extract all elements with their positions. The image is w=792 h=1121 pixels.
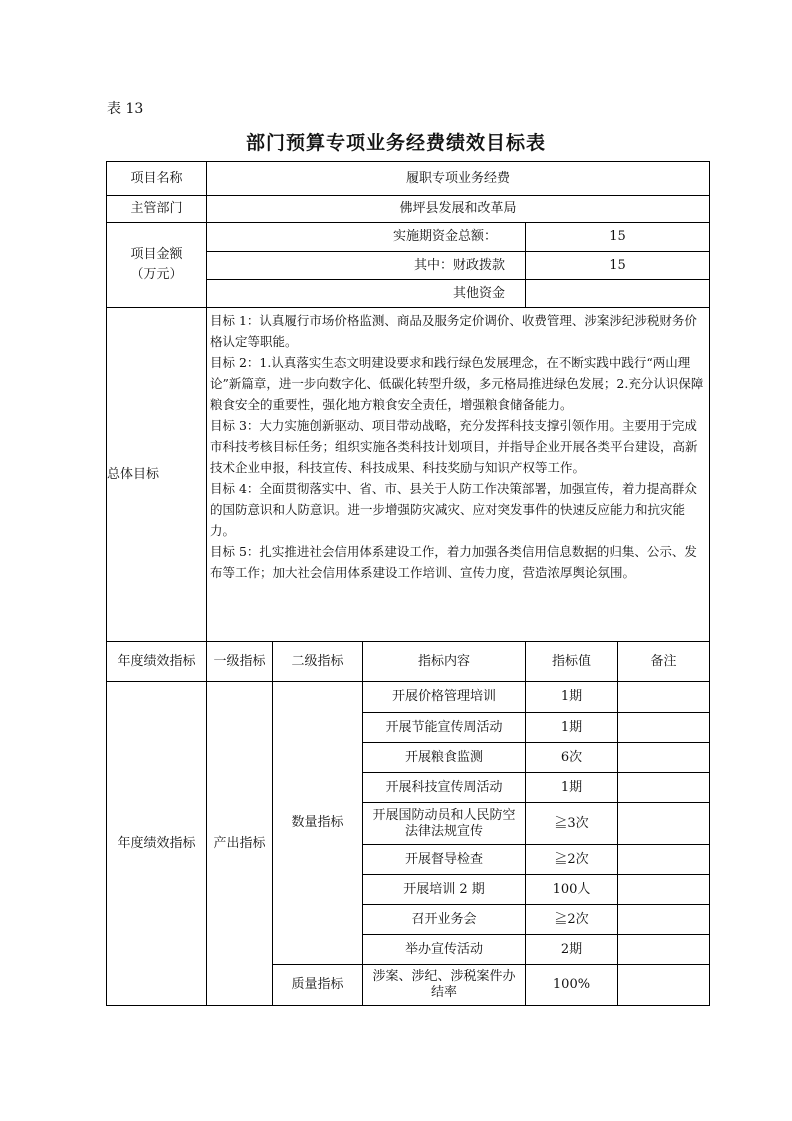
level1-output: 产出指标 [207, 682, 273, 1006]
header-annual-indicators: 年度绩效指标 [107, 642, 207, 682]
department-value: 佛坪县发展和改革局 [207, 196, 710, 223]
indicator-content: 开展督导检查 [363, 845, 526, 875]
overall-goals-label: 总体目标 [107, 308, 207, 642]
goal-item: 目标 4：全面贯彻落实中、省、市、县关于人防工作决策部署，加强宣传，着力提高群众的国防意识和人防意识。进一步增强防灾减灾、应对突发事件的快速反应能力和抗灾能力。 [210, 481, 697, 538]
performance-goal-table [106, 161, 710, 1006]
annual-indicators-label: 年度绩效指标 [107, 682, 207, 1006]
funds-label [107, 223, 207, 308]
indicator-value: 6次 [526, 743, 618, 773]
table-number-label: 表 13 [107, 101, 144, 117]
funds-other-label: 其他资金 [207, 280, 526, 308]
indicator-header-row [107, 642, 710, 682]
indicator-value: 2期 [526, 935, 618, 965]
indicator-note [618, 965, 710, 1006]
funds-total-value: 15 [526, 223, 710, 252]
indicator-note [618, 773, 710, 803]
funds-total-label: 实施期资金总额： [207, 223, 526, 252]
goal-item: 目标 5：扎实推进社会信用体系建设工作，着力加强各类信用信息数据的归集、公示、发布等工作；加大社会信用体系建设工作培训、宣传力度，营造浓厚舆论氛围。 [210, 544, 697, 580]
indicator-note [618, 682, 710, 713]
header-value: 指标值 [526, 642, 618, 682]
indicator-note [618, 713, 710, 743]
indicator-note [618, 905, 710, 935]
indicator-content: 开展节能宣传周活动 [363, 713, 526, 743]
indicator-content: 召开业务会 [363, 905, 526, 935]
indicator-value: 1期 [526, 773, 618, 803]
project-name-row [107, 162, 710, 196]
funds-fiscal-value: 15 [526, 252, 710, 280]
overall-goals-row [107, 308, 710, 642]
indicator-value: ≧2次 [526, 845, 618, 875]
indicator-content: 开展国防动员和人民防空法律法规宣传 [363, 803, 526, 845]
indicator-note [618, 875, 710, 905]
indicator-value: 1期 [526, 682, 618, 713]
goal-item: 目标 2：1.认真落实生态文明建设要求和践行绿色发展理念，在不断实践中践行“两山理论”新篇章，进一步向数字化、低碳化转型升级，多元格局推进绿色发展；2.充分认识保障粮食安全的重要性，强化地方粮食安全责任，增强粮食储备能力。 [210, 355, 704, 412]
indicator-note [618, 845, 710, 875]
goal-item: 目标 1：认真履行市场价格监测、商品及服务定价调价、收费管理、涉案涉纪涉税财务价格认定等职能。 [210, 313, 697, 349]
funds-fiscal-label: 其中：财政拨款 [207, 252, 526, 280]
indicator-value: ≧2次 [526, 905, 618, 935]
funds-total-row [107, 223, 710, 252]
indicator-note [618, 935, 710, 965]
indicator-content: 涉案、涉纪、涉税案件办结率 [363, 965, 526, 1006]
document-title: 部门预算专项业务经费绩效目标表 [245, 132, 546, 154]
indicator-content: 开展培训 2 期 [363, 875, 526, 905]
indicator-note [618, 803, 710, 845]
indicator-content: 开展粮食监测 [363, 743, 526, 773]
indicator-value: 100% [526, 965, 618, 1006]
overall-goals-text [207, 308, 710, 642]
department-label: 主管部门 [107, 196, 207, 223]
indicator-value: 1期 [526, 713, 618, 743]
indicator-content: 开展科技宣传周活动 [363, 773, 526, 803]
indicator-content: 举办宣传活动 [363, 935, 526, 965]
funds-other-value [526, 280, 710, 308]
funds-label-text: 项目金额（万元） [130, 247, 183, 282]
project-name-value: 履职专项业务经费 [207, 162, 710, 196]
header-level2: 二级指标 [273, 642, 363, 682]
header-note: 备注 [618, 642, 710, 682]
header-level1: 一级指标 [207, 642, 273, 682]
level2-quality: 质量指标 [273, 965, 363, 1006]
indicator-note [618, 743, 710, 773]
indicator-value: ≧3次 [526, 803, 618, 845]
goal-item: 目标 3：大力实施创新驱动、项目带动战略，充分发挥科技支撑引领作用。主要用于完成市科技考核目标任务；组织实施各类科技计划项目，并指导企业开展各类平台建设，高新技术企业申报，科技宣传、科技成果、科技奖励与知识产权等工作。 [210, 418, 698, 475]
indicator-content: 开展价格管理培训 [363, 682, 526, 713]
indicator-value: 100人 [526, 875, 618, 905]
header-content: 指标内容 [363, 642, 526, 682]
table-row [107, 682, 710, 713]
level2-quantity: 数量指标 [273, 682, 363, 965]
department-row [107, 196, 710, 223]
project-name-label: 项目名称 [107, 162, 207, 196]
